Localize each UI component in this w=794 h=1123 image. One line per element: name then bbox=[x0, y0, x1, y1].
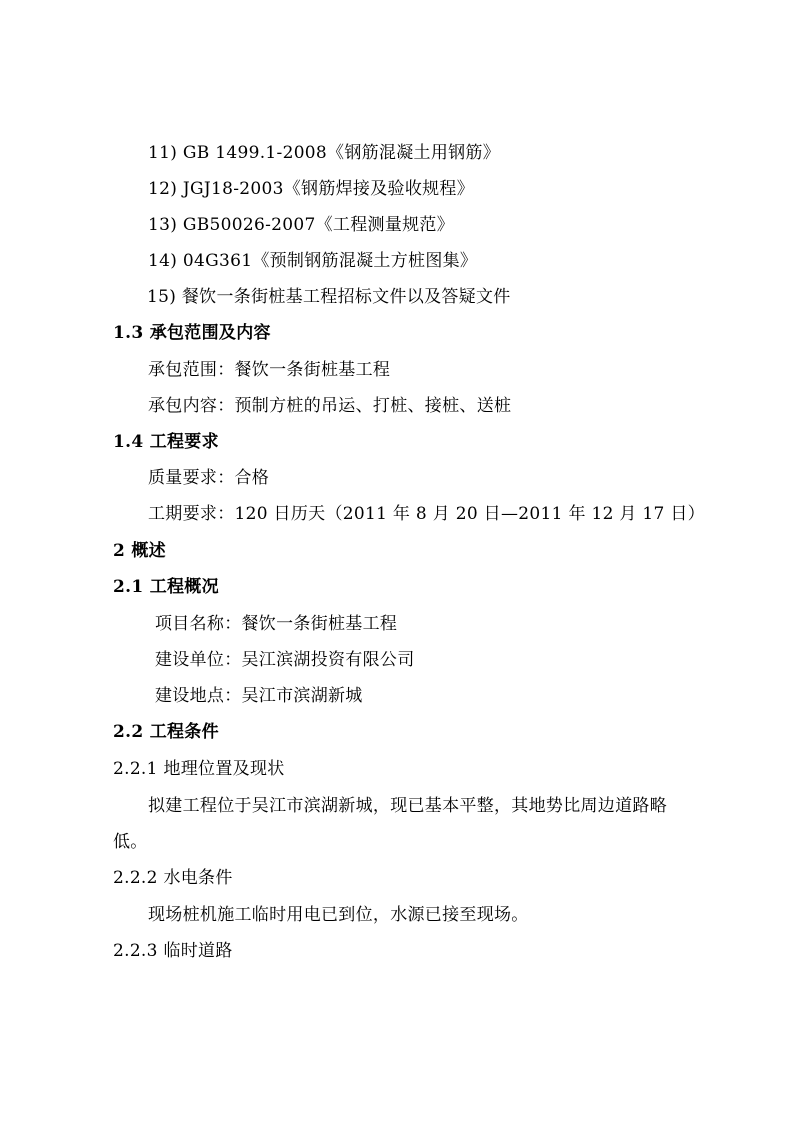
reference-item-14: 14) 04G361《预制钢筋混凝土方桩图集》 bbox=[148, 251, 478, 271]
utilities-text: 现场桩机施工临时用电已到位，水源已接至现场。 bbox=[148, 905, 529, 925]
reference-item-15: 15) 餐饮一条街桩基工程招标文件以及答疑文件 bbox=[147, 287, 511, 307]
subsection-2-2-3-heading: 2.2.3 临时道路 bbox=[113, 941, 233, 961]
reference-item-12: 12) JGJ18-2003《钢筋焊接及验收规程》 bbox=[148, 179, 475, 199]
section-2-1-heading: 2.1 工程概况 bbox=[113, 577, 219, 597]
location-text: 建设地点：吴江市滨湖新城 bbox=[155, 686, 363, 706]
section-1-3-heading: 1.3 承包范围及内容 bbox=[113, 323, 271, 343]
quality-requirement-text: 质量要求：合格 bbox=[148, 468, 270, 488]
owner-text: 建设单位：吴江滨湖投资有限公司 bbox=[155, 650, 415, 670]
site-status-text-line-2: 低。 bbox=[113, 832, 148, 852]
contract-content-text: 承包内容：预制方桩的吊运、打桩、接桩、送桩 bbox=[148, 396, 512, 416]
section-1-4-heading: 1.4 工程要求 bbox=[113, 432, 219, 452]
reference-item-11: 11) GB 1499.1-2008《钢筋混凝土用钢筋》 bbox=[148, 143, 501, 163]
subsection-2-2-1-heading: 2.2.1 地理位置及现状 bbox=[113, 759, 285, 779]
section-2-heading: 2 概述 bbox=[113, 541, 166, 561]
section-2-2-heading: 2.2 工程条件 bbox=[113, 722, 219, 742]
schedule-requirement-text: 工期要求：120 日历天（2011 年 8 月 20 日—2011 年 12 月 17 日） bbox=[148, 504, 705, 524]
contract-scope-text: 承包范围：餐饮一条街桩基工程 bbox=[148, 360, 391, 380]
site-status-text-line-1: 拟建工程位于吴江市滨湖新城，现已基本平整，其地势比周边道路略 bbox=[148, 796, 667, 816]
subsection-2-2-2-heading: 2.2.2 水电条件 bbox=[113, 868, 233, 888]
reference-item-13: 13) GB50026-2007《工程测量规范》 bbox=[148, 215, 455, 235]
project-name-text: 项目名称：餐饮一条街桩基工程 bbox=[155, 614, 398, 634]
